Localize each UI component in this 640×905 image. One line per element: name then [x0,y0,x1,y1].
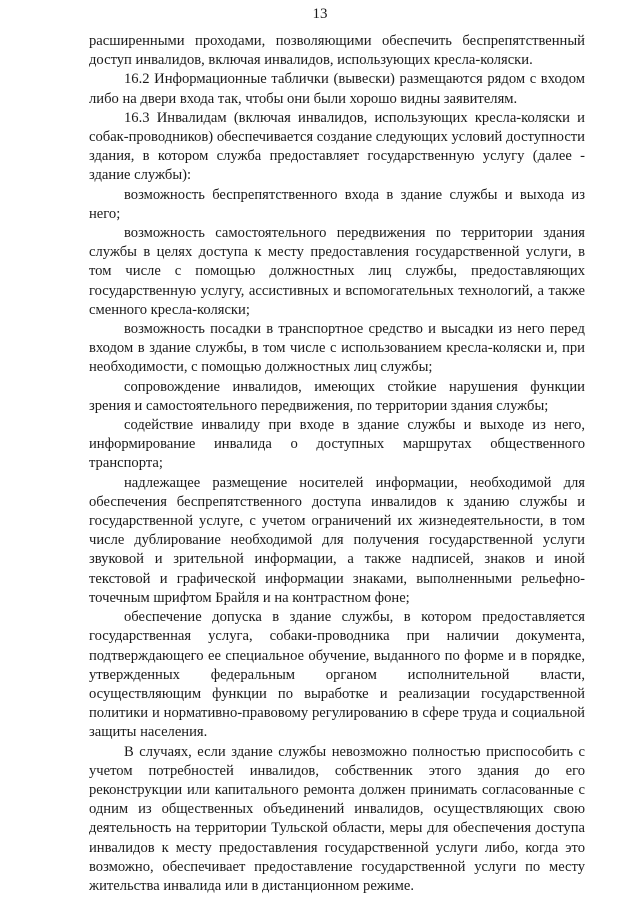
document-body [89,32,585,896]
paragraph-assistance: содействие инвалиду при входе в здание службы и выходе из него, информирование инвалида о доступных маршрутах общественного транспорта; [89,417,585,472]
paragraph-escort: сопровождение инвалидов, имеющих стойкие нарушения функции зрения и самостоятельного передвижения, по территории здания службы; [89,378,585,414]
paragraph-16-3: 16.3 Инвалидам (включая инвалидов, использующих кресла-коляски и собак-проводников) обеспечивается создание следующих условий доступности здания, в котором служба предоставляет государственную услугу (далее - здание службы): [89,109,585,184]
paragraph-movement: возможность самостоятельного передвижения по территории здания службы в целях доступа к месту предоставления государственной услуги, в том числе с помощью должностных лиц службы, предоставляющих государственную услугу, ассистивных и вспомогательных технологий, а также сменного кресла-коляски; [89,225,585,318]
paragraph-boarding: возможность посадки в транспортное средство и высадки из него перед входом в здание службы, в том числе с использованием кресла-коляски и, при необходимости, с помощью должностных лиц службы; [89,321,585,376]
paragraph-1: расширенными проходами, позволяющими обеспечить беспрепятственный доступ инвалидов, включая инвалидов, использующих кресла-коляски. [89,33,585,69]
paragraph-information: надлежащее размещение носителей информации, необходимой для обеспечения беспрепятственного доступа инвалидов к зданию службы и государственной услуге, с учетом ограничений их жизнедеятельности, в том числе дублирование необходимой для получения государственной услуги звуковой и зрительной информации, а также надписей, знаков и иной текстовой и графической информации знаками, выполненными рельефно-точечным шрифтом Брайля и на контрастном фоне; [89,474,585,606]
page-number: 13 [312,6,328,22]
paragraph-guide-dog: обеспечение допуска в здание службы, в котором предоставляется государственная услуга, собаки-проводника при наличии документа, подтверждающего ее специальное обучение, выданного по форме и в порядке, утвержденных федеральным органом исполнительной власти, осуществляющим функции по выработке и реализации государственной политики и нормативно-правовому регулированию в сфере труда и социальной защиты населения. [89,609,585,741]
paragraph-entry-access: возможность беспрепятственного входа в здание службы и выхода из него; [89,186,585,222]
paragraph-adaptation: В случаях, если здание службы невозможно полностью приспособить с учетом потребностей инвалидов, собственник этого здания до его реконструкции или капитального ремонта должен принимать согласованные с одним из общественных объединений инвалидов, осуществляющих свою деятельность на территории Тульской области, меры для обеспечения доступа инвалидов к месту предоставления государственной услуги либо, когда это возможно, обеспечивает предоставление государственной услуги по месту жительства инвалида или в дистанционном режиме. [89,743,585,894]
paragraph-16-2: 16.2 Информационные таблички (вывески) размещаются рядом с входом либо на двери входа так, чтобы они были хорошо видны заявителям. [89,71,585,107]
